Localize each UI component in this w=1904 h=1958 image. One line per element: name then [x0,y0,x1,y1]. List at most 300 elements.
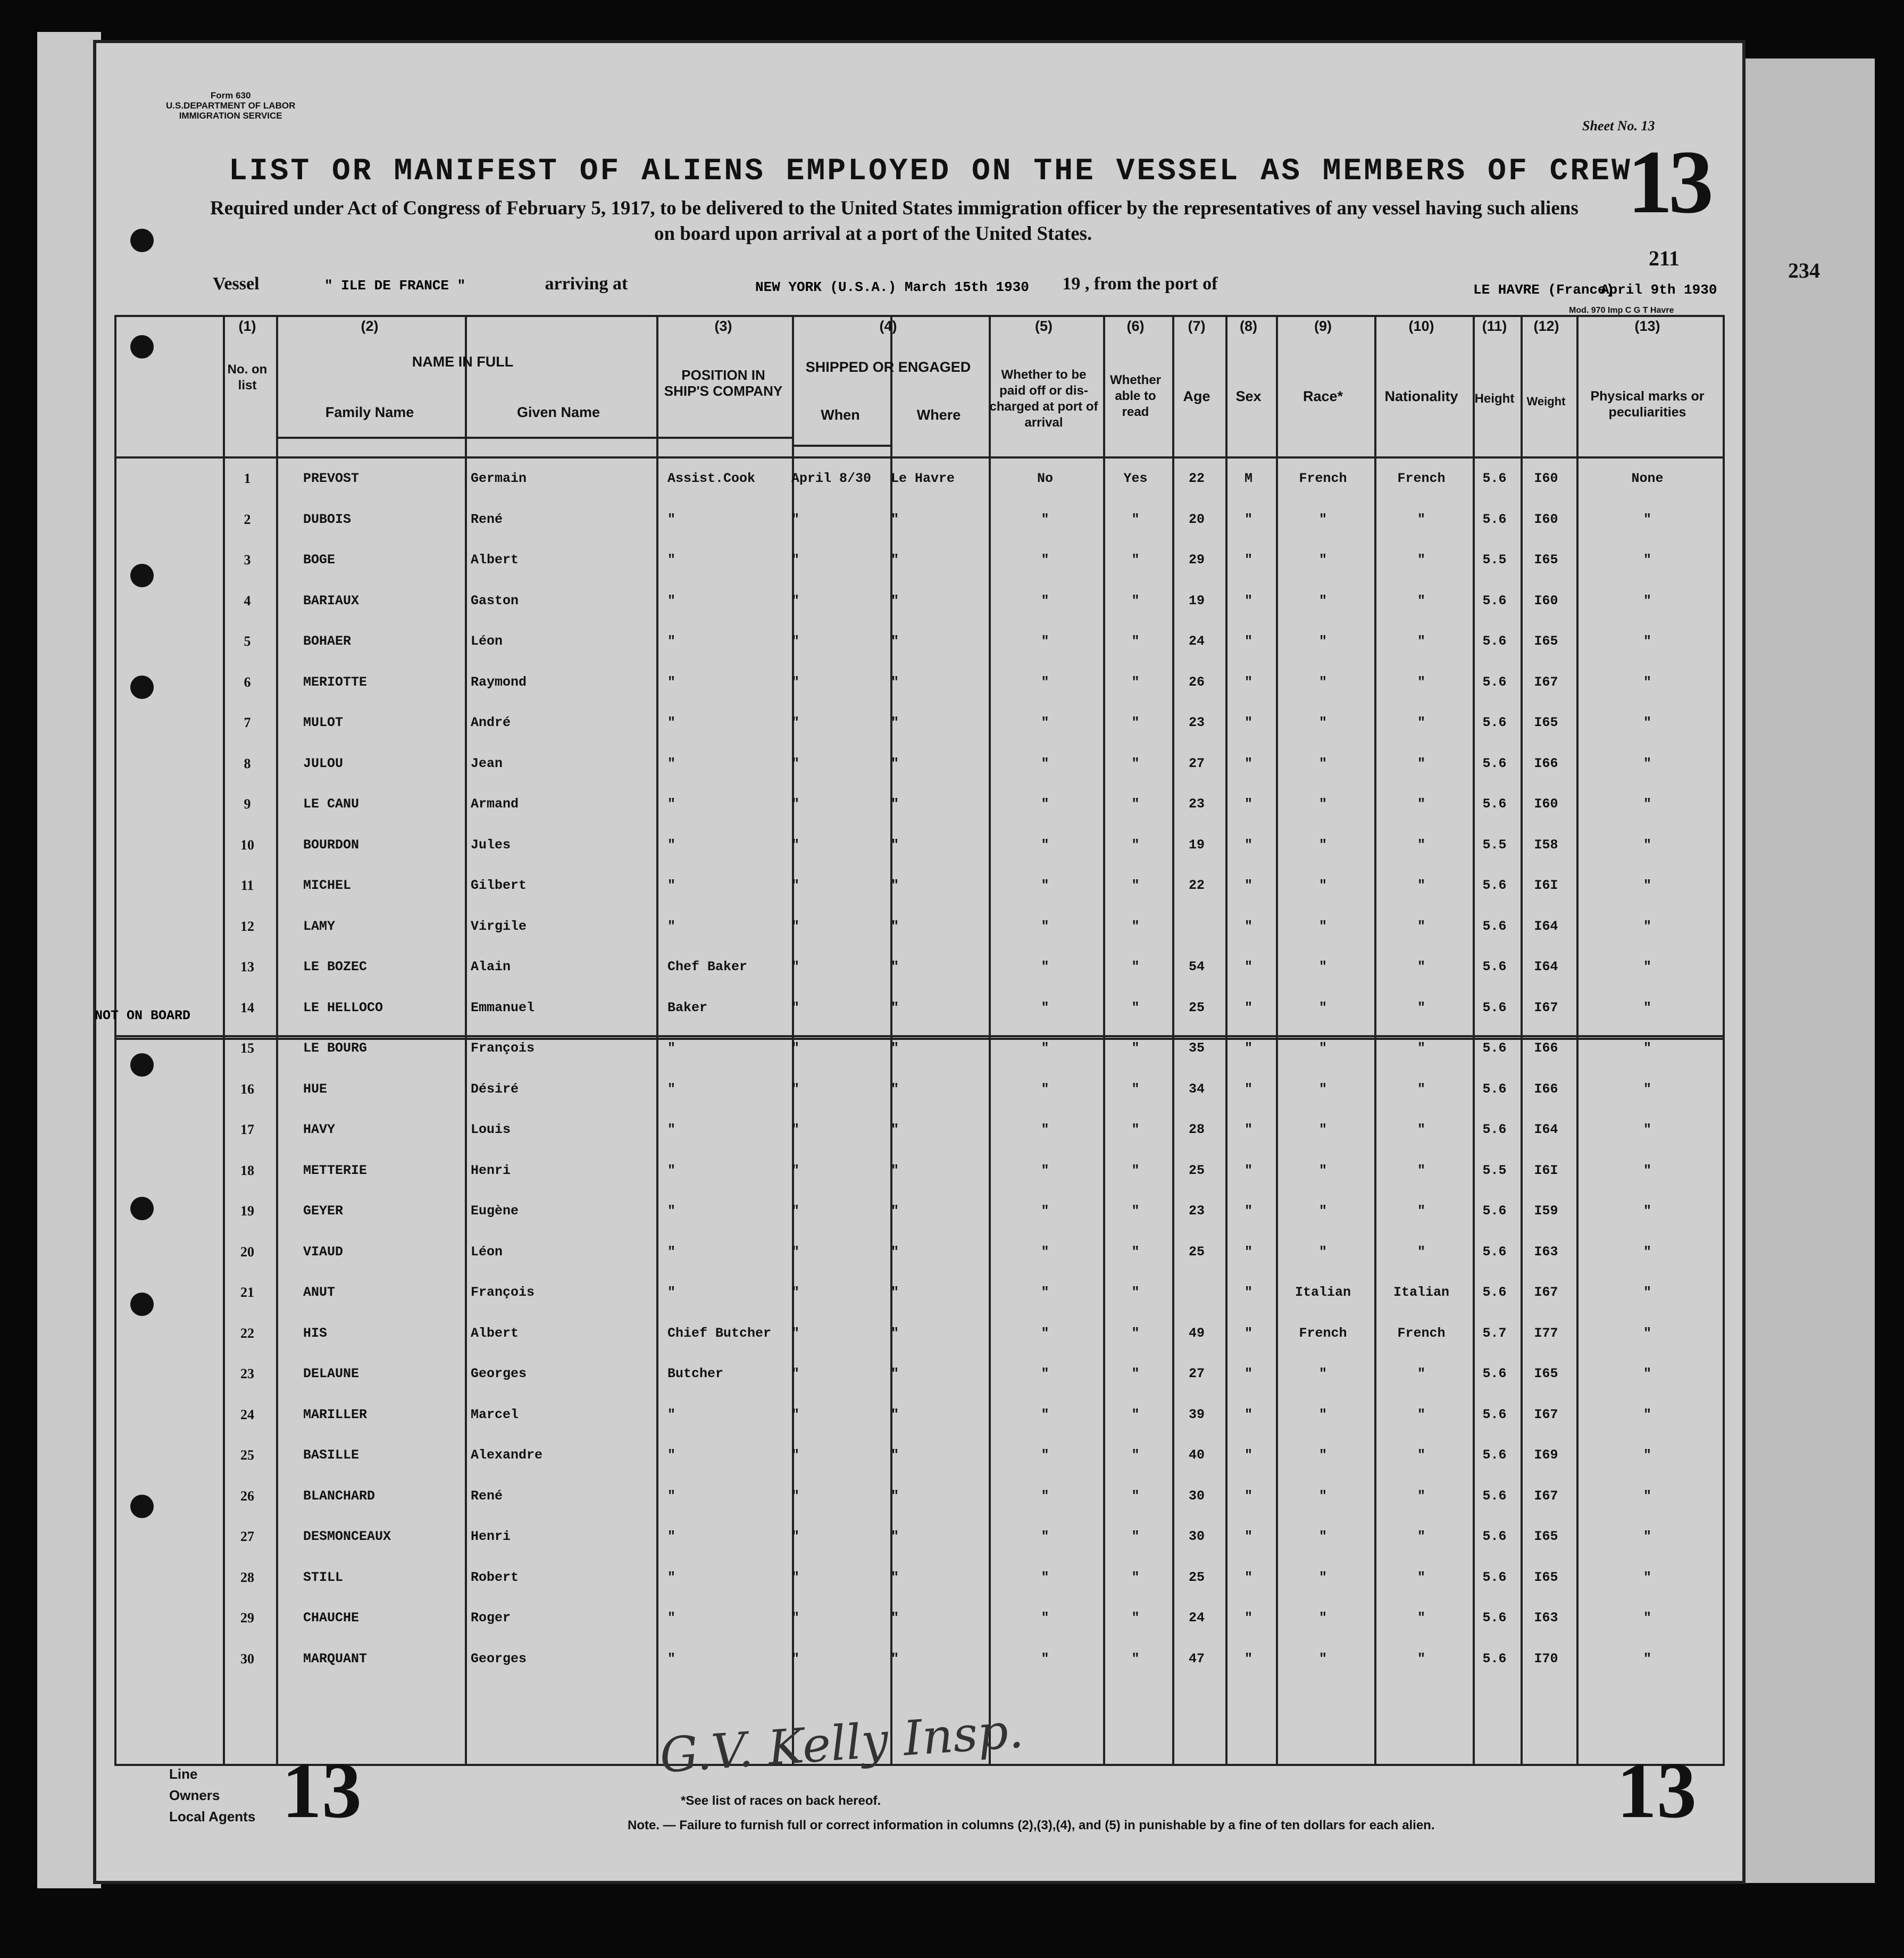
age: 25 [1188,999,1205,1015]
row-number: 25 [240,1447,254,1463]
col-label-height: Height [1474,391,1515,406]
age: 40 [1188,1447,1205,1463]
physical-marks: " [1643,1325,1651,1341]
shipped-where: " [891,878,899,893]
paid-off: " [1041,1651,1049,1667]
col-label-family-name: Family Name [325,404,414,420]
physical-marks: " [1643,999,1651,1015]
row-number: 24 [240,1406,254,1422]
nationality: " [1417,999,1425,1015]
age: 24 [1188,1610,1205,1626]
nationality: " [1417,715,1425,730]
physical-marks: " [1643,1203,1651,1219]
age: 28 [1188,1122,1205,1137]
shipped-when: " [791,1285,800,1300]
family-name: BASILLE [303,1447,360,1463]
position: " [667,1610,676,1626]
physical-marks: " [1643,1366,1651,1381]
physical-marks: " [1643,1447,1651,1463]
shipped-where: " [891,1406,899,1422]
shipped-when: " [791,1366,800,1381]
weight: I65 [1534,1569,1558,1585]
shipped-where: " [891,552,899,568]
race: " [1318,918,1327,934]
age: 35 [1188,1040,1205,1056]
shipped-when: " [791,755,800,771]
able-to-read: " [1131,1203,1140,1219]
family-name: HAVY [303,1122,336,1137]
sex: " [1244,1529,1252,1544]
shipped-where: " [891,755,899,771]
col-header-12: (12) [1533,318,1559,334]
departure-date: April 9th 1930 [1601,282,1717,298]
shipped-when: " [791,552,800,568]
physical-marks: " [1643,552,1651,568]
height: 5.7 [1482,1325,1507,1341]
family-name: DUBOIS [303,511,352,527]
col-header-11: (11) [1482,318,1507,334]
able-to-read: " [1131,634,1140,649]
family-name: MERIOTTE [303,674,368,690]
nationality: " [1417,878,1425,893]
physical-marks: " [1643,593,1651,609]
weight: I63 [1534,1244,1558,1260]
position: " [667,1285,676,1300]
family-name: PREVOST [303,471,360,486]
vessel-label: Vessel [213,274,260,294]
page-subtitle: Required under Act of Congress of February 5, 1917, to be delivered to the United States immigration officer by the representatives of any vessel having such aliens [210,197,1579,219]
sex: " [1244,1488,1252,1504]
shipped-when: " [791,959,800,974]
physical-marks: " [1643,1610,1651,1626]
sex: " [1244,959,1252,974]
given-name: Léon [471,1244,503,1260]
shipped-when: " [791,1651,800,1667]
row-number: 8 [244,755,251,771]
age: 20 [1188,511,1205,527]
given-name: André [471,715,511,730]
paid-off: " [1041,1285,1049,1300]
underlying-page-left [37,32,101,1888]
physical-marks: None [1631,471,1664,486]
service-name: IMMIGRATION SERVICE [179,111,282,121]
physical-marks: " [1643,878,1651,893]
height: 5.6 [1482,918,1507,934]
age: 22 [1188,878,1205,893]
sex: M [1244,471,1252,486]
family-name: JULOU [303,755,344,771]
shipped-when: " [791,796,800,812]
weight: I58 [1534,837,1558,853]
paid-off: " [1041,1040,1049,1056]
able-to-read: " [1131,715,1140,730]
row-number: 4 [244,593,251,609]
punch-hole [130,229,154,252]
able-to-read: " [1131,674,1140,690]
footer-stamp-right: 13 [1617,1746,1697,1835]
row-number: 23 [240,1366,254,1381]
shipped-where: " [891,999,899,1015]
shipped-where: " [891,674,899,690]
position: Assist.Cook [667,471,756,486]
family-name: MICHEL [303,878,352,893]
paid-off: " [1041,593,1049,609]
age: 30 [1188,1488,1205,1504]
shipped-where: " [891,796,899,812]
race: " [1318,674,1327,690]
able-to-read: " [1131,837,1140,853]
sex: " [1244,715,1252,730]
weight: I67 [1534,999,1558,1015]
physical-marks: " [1643,674,1651,690]
age: 49 [1188,1325,1205,1341]
shipped-where: " [891,1610,899,1626]
race: French [1299,1325,1347,1341]
form-header-block [166,90,295,121]
able-to-read: " [1131,1651,1140,1667]
position: " [667,593,676,609]
arrival-port-date: NEW YORK (U.S.A.) March 15th 1930 [755,279,1029,295]
physical-marks: " [1643,634,1651,649]
height: 5.6 [1482,1488,1507,1504]
year-label: 19 [1062,274,1081,294]
col-header-10: (10) [1408,318,1434,334]
nationality: " [1417,634,1425,649]
col-label-given-name: Given Name [516,404,600,420]
shipped-where: " [891,1569,899,1585]
sex: " [1244,999,1252,1015]
age: 26 [1188,674,1205,690]
able-to-read: " [1131,1610,1140,1626]
family-name: VIAUD [303,1244,344,1260]
shipped-when: " [791,634,800,649]
nationality: " [1417,511,1425,527]
age: 54 [1188,959,1205,974]
able-to-read: " [1131,1447,1140,1463]
position: " [667,1488,676,1504]
family-name: LAMY [303,918,336,934]
family-name: BLANCHARD [303,1488,375,1504]
age: 25 [1188,1162,1205,1178]
weight: I60 [1534,593,1558,609]
race: " [1318,1569,1327,1585]
weight: I64 [1534,959,1558,974]
shipped-when: " [791,918,800,934]
age: 19 [1188,593,1205,609]
sex: " [1244,1325,1252,1341]
footer-owners-label: Owners [169,1787,220,1803]
sex: " [1244,1122,1252,1137]
sex: " [1244,1610,1252,1626]
race: " [1318,1040,1327,1056]
paid-off: " [1041,1244,1049,1260]
paid-off: No [1037,471,1053,486]
weight: I64 [1534,1122,1558,1137]
race: " [1318,878,1327,893]
col-label-shipped-engaged: SHIPPED OR ENGAGED [805,359,971,375]
col-label-paid-off: Whether to be paid off or dis-charged at port of arrival [989,368,1098,430]
from-port-label: , from the port of [1084,274,1218,294]
able-to-read: " [1131,593,1140,609]
given-name: François [471,1285,535,1300]
row-number: 6 [244,674,251,690]
paid-off: " [1041,796,1049,812]
paid-off: " [1041,634,1049,649]
age: 29 [1188,552,1205,568]
row-number: 22 [240,1325,254,1341]
sex: " [1244,918,1252,934]
able-to-read: " [1131,1244,1140,1260]
col-header-6: (6) [1126,318,1145,334]
height: 5.6 [1482,471,1507,486]
reference-number-211: 211 [1649,246,1680,270]
row-number: 28 [240,1569,254,1585]
position: " [667,1651,676,1667]
position: " [667,715,676,730]
races-note: *See list of races on back hereof. [681,1794,881,1808]
sex: " [1244,1081,1252,1097]
height: 5.6 [1482,1447,1507,1463]
family-name: BARIAUX [303,593,360,609]
given-name: Jules [471,837,511,853]
paid-off: " [1041,1610,1049,1626]
position: " [667,755,676,771]
race: " [1318,1244,1327,1260]
paid-off: " [1041,837,1049,853]
family-name: HUE [303,1081,328,1097]
race: " [1318,1529,1327,1544]
shipped-where: " [891,1081,899,1097]
age: 30 [1188,1529,1205,1544]
height: 5.6 [1482,1529,1507,1544]
row-number: 11 [240,878,254,893]
family-name: CHAUCHE [303,1610,360,1626]
row-number: 13 [240,959,254,974]
physical-marks: " [1643,1040,1651,1056]
shipped-where: " [891,1285,899,1300]
row-number: 5 [244,634,251,649]
shipped-where: " [891,1366,899,1381]
shipped-where: " [891,1244,899,1260]
row-number: 29 [240,1610,254,1626]
height: 5.6 [1482,1203,1507,1219]
height: 5.6 [1482,715,1507,730]
col-header-7: (7) [1188,318,1206,334]
weight: I70 [1534,1651,1558,1667]
race: " [1318,715,1327,730]
shipped-where: " [891,1203,899,1219]
physical-marks: " [1643,1244,1651,1260]
shipped-when: " [791,511,800,527]
age: 19 [1188,837,1205,853]
weight: I6I [1534,1162,1558,1178]
page-subtitle-line-2: on board upon arrival at a port of the United States. [654,223,1092,245]
family-name: GEYER [303,1203,344,1219]
weight: I60 [1534,796,1558,812]
family-name: LE HELLOCO [303,999,383,1015]
position: Butcher [667,1366,724,1381]
height: 5.6 [1482,1040,1507,1056]
given-name: René [471,1488,503,1504]
height: 5.6 [1482,1651,1507,1667]
paid-off: " [1041,1325,1049,1341]
position: " [667,1529,676,1544]
physical-marks: " [1643,1651,1651,1667]
row-number: 26 [240,1488,254,1504]
given-name: Désiré [471,1081,519,1097]
col-label-able-to-read: Whether able to read [1110,373,1161,419]
race: " [1318,1651,1327,1667]
col-label-position: POSITION IN SHIP'S COMPANY [664,367,783,399]
paid-off: " [1041,878,1049,893]
col-label-nationality: Nationality [1384,388,1458,404]
shipped-when: " [791,1447,800,1463]
department-name: U.S.DEPARTMENT OF LABOR [166,101,296,111]
col-header-2: (2) [361,318,379,334]
position: " [667,878,676,893]
paid-off: " [1041,1162,1049,1178]
paid-off: " [1041,1122,1049,1137]
shipped-where: " [891,1488,899,1504]
paid-off: " [1041,1366,1049,1381]
row-number: 10 [240,837,254,853]
weight: I65 [1534,1529,1558,1544]
shipped-where: " [891,1651,899,1667]
weight: I65 [1534,634,1558,649]
row-number: 12 [240,918,254,934]
given-name: Marcel [471,1406,519,1422]
col-label-when: When [821,407,860,423]
height: 5.6 [1482,674,1507,690]
not-on-board-note: NOT ON BOARD [95,1008,191,1023]
shipped-when: " [791,878,800,893]
row-number: 19 [240,1203,254,1219]
given-name: Louis [471,1122,511,1137]
paid-off: " [1041,1529,1049,1544]
row-number: 18 [240,1162,254,1178]
sex: " [1244,878,1252,893]
family-name: LE BOURG [303,1040,368,1056]
height: 5.6 [1482,1081,1507,1097]
able-to-read: Yes [1123,471,1148,486]
vessel-name: " ILE DE FRANCE " [324,278,466,294]
given-name: Armand [471,796,519,812]
given-name: Gilbert [471,878,527,893]
height: 5.5 [1482,552,1507,568]
col-label-physical-marks: Physical marks or peculiarities [1590,389,1705,420]
able-to-read: " [1131,511,1140,527]
given-name: Georges [471,1366,527,1381]
nationality: " [1417,593,1425,609]
shipped-when: " [791,1203,800,1219]
sex: " [1244,1366,1252,1381]
height: 5.6 [1482,755,1507,771]
shipped-when: " [791,1162,800,1178]
age: 22 [1188,471,1205,486]
nationality: " [1417,755,1425,771]
shipped-where: " [891,1325,899,1341]
able-to-read: " [1131,1406,1140,1422]
position: " [667,1122,676,1137]
race: " [1318,511,1327,527]
row-number: 20 [240,1244,254,1260]
nationality: French [1397,471,1446,486]
position: " [667,511,676,527]
shipped-when: " [791,1529,800,1544]
position: " [667,674,676,690]
weight: I65 [1534,1366,1558,1381]
col-header-4: (4) [879,318,897,334]
age: 25 [1188,1244,1205,1260]
row-number: 17 [240,1122,254,1137]
race: " [1318,1162,1327,1178]
given-name: Robert [471,1569,519,1585]
age: 34 [1188,1081,1205,1097]
weight: I64 [1534,918,1558,934]
height: 5.6 [1482,1406,1507,1422]
height: 5.6 [1482,1285,1507,1300]
family-name: DESMONCEAUX [303,1529,391,1544]
given-name: François [471,1040,535,1056]
col-label-sex: Sex [1235,388,1262,404]
shipped-where: " [891,593,899,609]
race: " [1318,796,1327,812]
able-to-read: " [1131,918,1140,934]
physical-marks: " [1643,918,1651,934]
paid-off: " [1041,1203,1049,1219]
age: 47 [1188,1651,1205,1667]
race: French [1299,471,1347,486]
race: " [1318,552,1327,568]
given-name: Alexandre [471,1447,543,1463]
height: 5.5 [1482,837,1507,853]
physical-marks: " [1643,1488,1651,1504]
race: " [1318,959,1327,974]
col-header-1: (1) [238,318,256,334]
sex: " [1244,1285,1252,1300]
nationality: " [1417,1366,1425,1381]
row-number: 30 [240,1651,254,1667]
weight: I65 [1534,552,1558,568]
shipped-when: " [791,674,800,690]
given-name: Germain [471,471,527,486]
underlying-page-right [1744,59,1875,1883]
print-mod-note: Mod. 970 Imp C G T Havre [1569,306,1674,315]
paid-off: " [1041,959,1049,974]
age: 24 [1188,634,1205,649]
col-header-5: (5) [1035,318,1053,334]
physical-marks: " [1643,796,1651,812]
able-to-read: " [1131,1529,1140,1544]
paid-off: " [1041,1488,1049,1504]
shipped-when: " [791,1406,800,1422]
shipped-where: " [891,1040,899,1056]
shipped-when: " [791,999,800,1015]
col-label-race: Race* [1302,388,1343,404]
given-name: Albert [471,1325,519,1341]
age: 23 [1188,1203,1205,1219]
position: " [667,796,676,812]
family-name: ANUT [303,1285,336,1300]
physical-marks: " [1643,511,1651,527]
col-header-8: (8) [1240,318,1257,334]
given-name: Henri [471,1162,511,1178]
row-number: 27 [240,1529,254,1544]
nationality: " [1417,1162,1425,1178]
nationality: " [1417,1447,1425,1463]
height: 5.6 [1482,1610,1507,1626]
given-name: Roger [471,1610,511,1626]
